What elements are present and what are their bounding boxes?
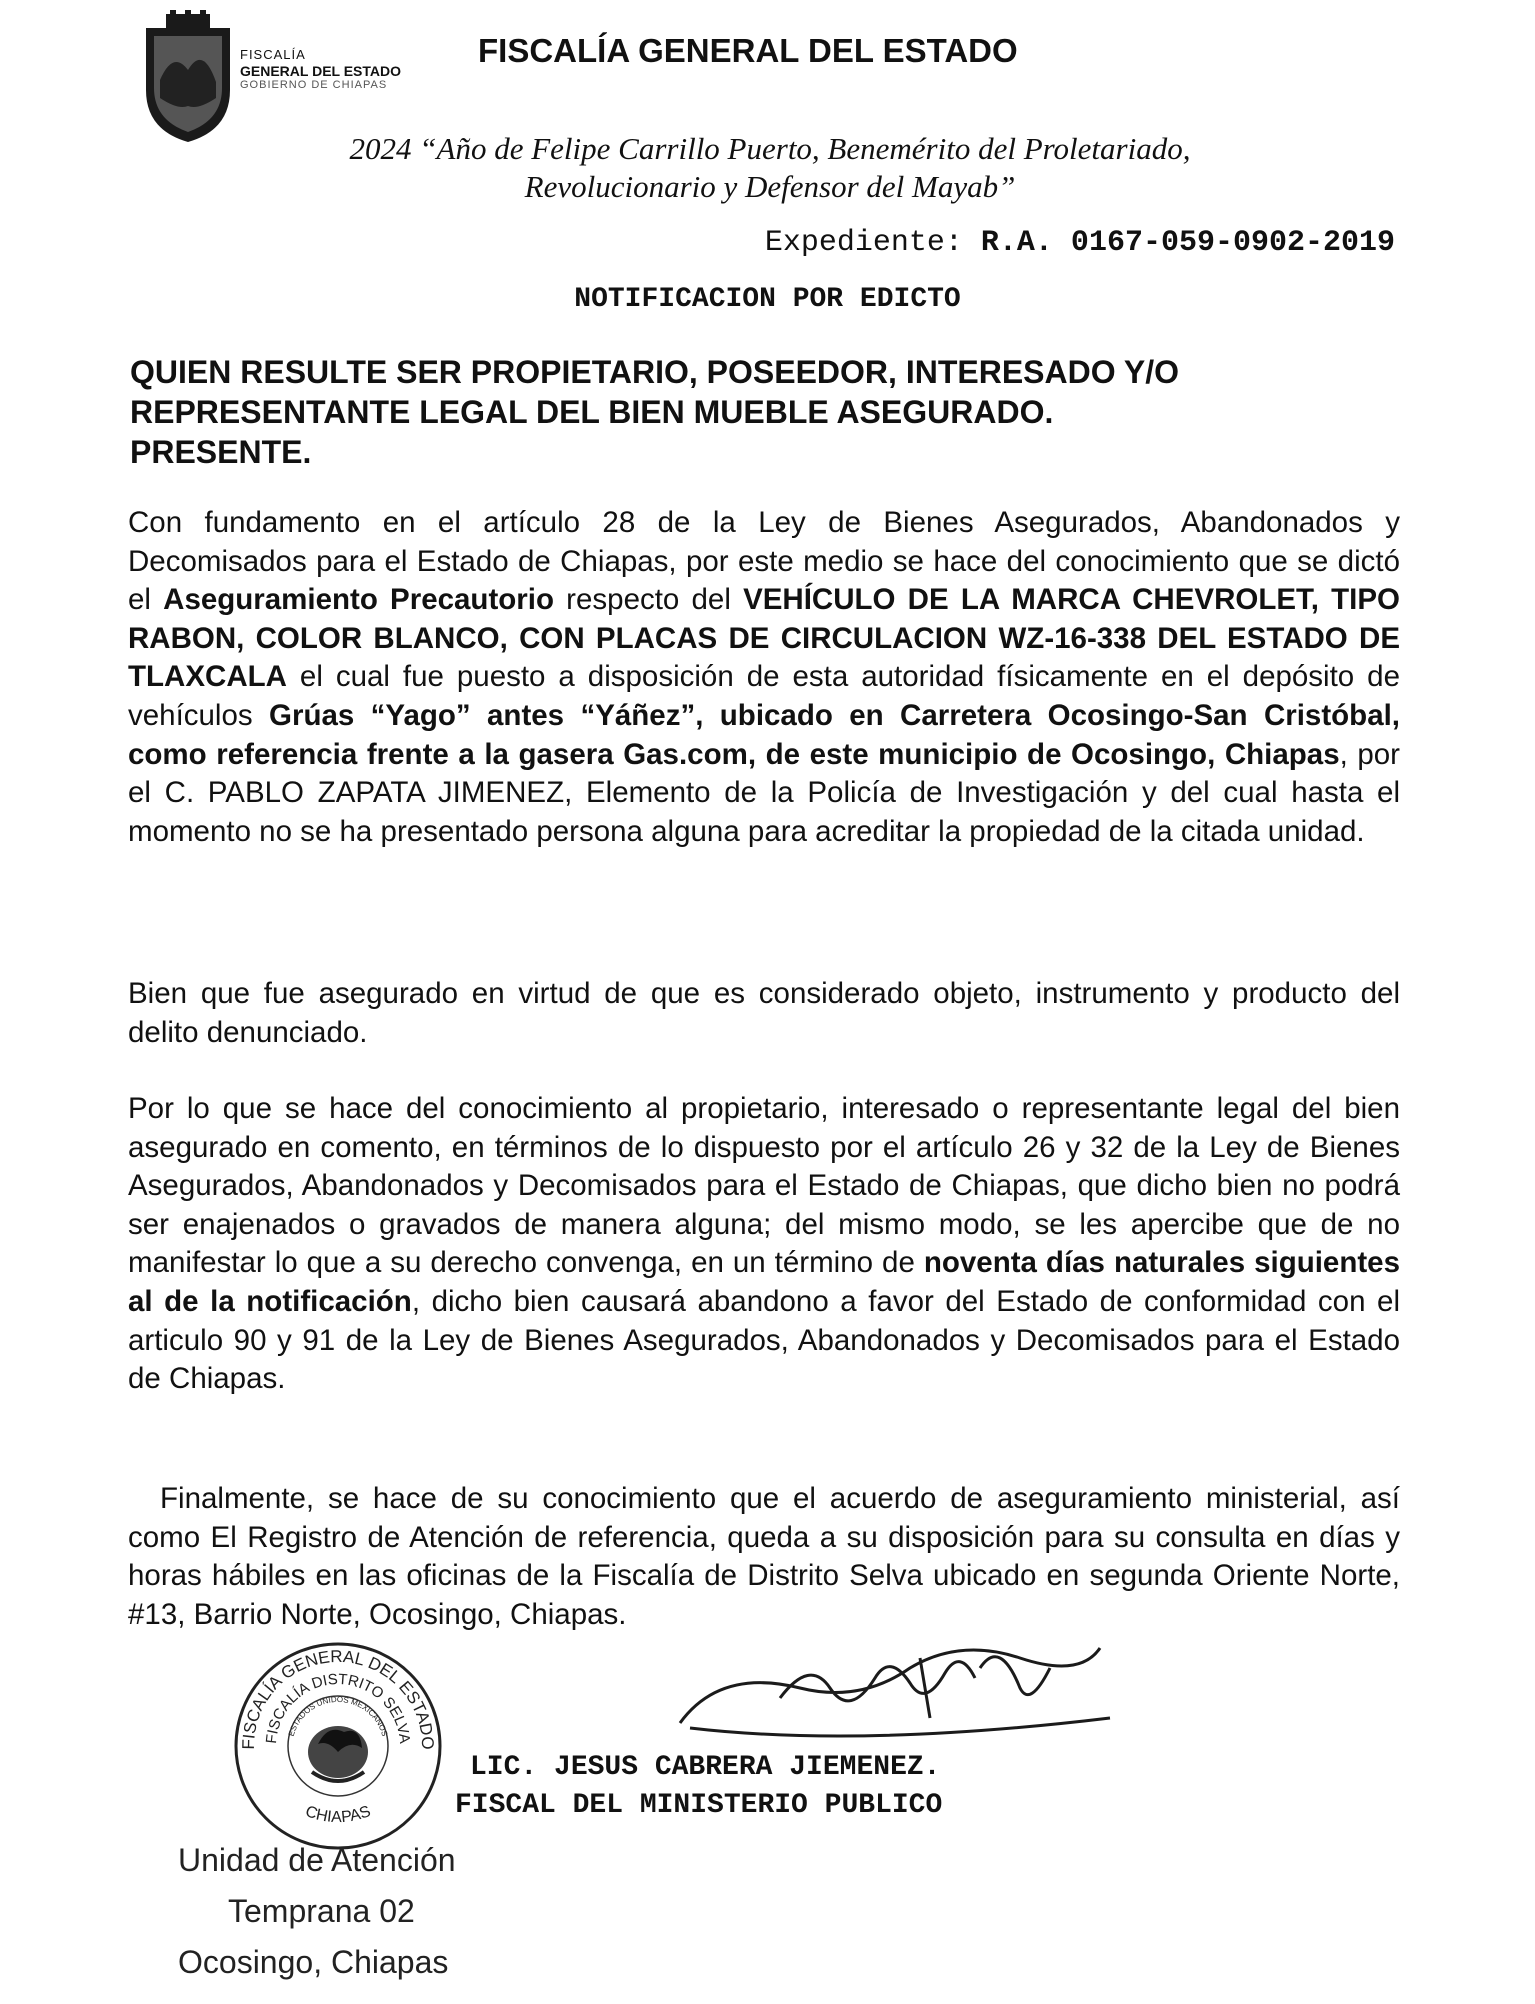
paragraph-3 <box>128 1090 1400 1399</box>
signatory-name: LIC. JESUS CABRERA JIEMENEZ. <box>470 1752 941 1783</box>
p3-text-a: Por lo que se hace del conocimiento al propietario, interesado o representante legal del bien asegurado en comento, en términos de lo dispuesto por el artículo 26 y 32 de la Ley de Bienes Asegurados, Abandonados y Decomisados para el Estado de Chiapas, que dicho bien no podrá ser enajenados o gravados de manera alguna; del mismo modo, se les apercibe que de no manifestar lo que a su derecho convenga, en un término de <box>128 1092 1400 1280</box>
addressee-block <box>130 352 1400 472</box>
paragraph-1 <box>128 504 1400 851</box>
motto-line-2: Revolucionario y Defensor del Mayab” <box>524 169 1016 204</box>
logo-text <box>240 48 401 92</box>
motto-line-1: 2024 “Año de Felipe Carrillo Puerto, Benemérito del Proletariado, <box>349 131 1191 166</box>
paragraph-2: Bien que fue asegurado en virtud de que es considerado objeto, instrumento y producto del delito denunciado. <box>128 977 1400 1049</box>
signatory-title: FISCAL DEL MINISTERIO PUBLICO <box>455 1790 943 1821</box>
paragraph-4: Finalmente, se hace de su conocimiento que el acuerdo de aseguramiento ministerial, así como El Registro de Atención de referencia, queda a su disposición para su consulta en días y horas hábiles en las oficinas de la Fiscalía de Distrito Selva ubicado en segunda Oriente Norte, #13, Barrio Norte, Ocosingo, Chiapas. <box>128 1482 1400 1631</box>
addressee-line-2: REPRESENTANTE LEGAL DEL BIEN MUEBLE ASEGURADO. <box>130 394 1054 430</box>
logo-line-3: GOBIERNO DE CHIAPAS <box>240 79 388 92</box>
notice-title: NOTIFICACION POR EDICTO <box>574 284 961 315</box>
state-coat-of-arms-logo <box>138 10 238 145</box>
p3-bold-b: noventa días naturales siguientes al de la notificación <box>128 1246 1400 1318</box>
stamp-line-2: Temprana 02 <box>228 1893 415 1929</box>
seal-bottom-text: CHIAPAS <box>302 1802 374 1827</box>
file-value: R.A. 0167-059-0902-2019 <box>980 226 1395 260</box>
addressee-line-3: PRESENTE. <box>130 434 312 470</box>
stamp-line-1: Unidad de Atención <box>178 1842 456 1878</box>
p1-text-e: el cual fue puesto a disposición de esta autoridad físicamente en el depósito de vehículos <box>128 660 1400 732</box>
p3-text-c: , dicho bien causará abandono a favor del Estado de conformidad con el articulo 90 y 91 de la Ley de Bienes Asegurados, Abandonados y Decomisados para el Estado de Chiapas. <box>128 1284 1400 1396</box>
p1-bold-d: VEHÍCULO DE LA MARCA CHEVROLET, TIPO RABON, COLOR BLANCO, CON PLACAS DE CIRCULACION WZ-16-338 DEL ESTADO DE TLAXCALA <box>128 583 1400 694</box>
file-number <box>765 226 1395 260</box>
seal-country-text: ESTADOS UNIDOS MEXICANOS <box>286 1694 390 1738</box>
stamp-line-3: Ocosingo, Chiapas <box>178 1944 449 1980</box>
handwritten-signature <box>660 1628 1120 1748</box>
seal-ring-text: FISCALÍA GENERAL DEL ESTADO <box>238 1646 438 1750</box>
p1-text-c: respecto del <box>554 583 744 617</box>
p1-bold-f: Grúas “Yago” antes “Yáñez”, ubicado en Carretera Ocosingo-San Cristóbal, como referencia frente a la gasera Gas.com, de este municipio de Ocosingo, Chiapas <box>128 698 1401 771</box>
logo-line-1: FISCALÍA <box>240 47 306 62</box>
agency-title: FISCALÍA GENERAL DEL ESTADO <box>478 32 1018 69</box>
national-eagle-emblem <box>308 1726 368 1781</box>
official-seal <box>232 1640 444 1852</box>
file-label: Expediente: <box>764 226 963 260</box>
addressee-line-1: QUIEN RESULTE SER PROPIETARIO, POSEEDOR, INTERESADO Y/O <box>130 354 1180 390</box>
office-stamp <box>178 1835 456 1988</box>
seal-inner-text: FISCALÍA DISTRITO SELVA <box>262 1670 414 1745</box>
p1-text-g: , por el C. PABLO ZAPATA JIMENEZ, Elemento de la Policía de Investigación y del cual hasta el momento no se ha presentado persona alguna para acreditar la propiedad de la citada unidad. <box>128 737 1401 848</box>
logo-line-2: GENERAL DEL ESTADO <box>240 62 402 79</box>
p1-bold-b: Aseguramiento Precautorio <box>163 583 554 617</box>
p1-text-a: Con fundamento en el artículo 28 de la Ley de Bienes Asegurados, Abandonados y Decomisados para el Estado de Chiapas, por este medio se hace del conocimiento que se dictó el <box>128 506 1400 617</box>
year-motto <box>280 130 1260 206</box>
